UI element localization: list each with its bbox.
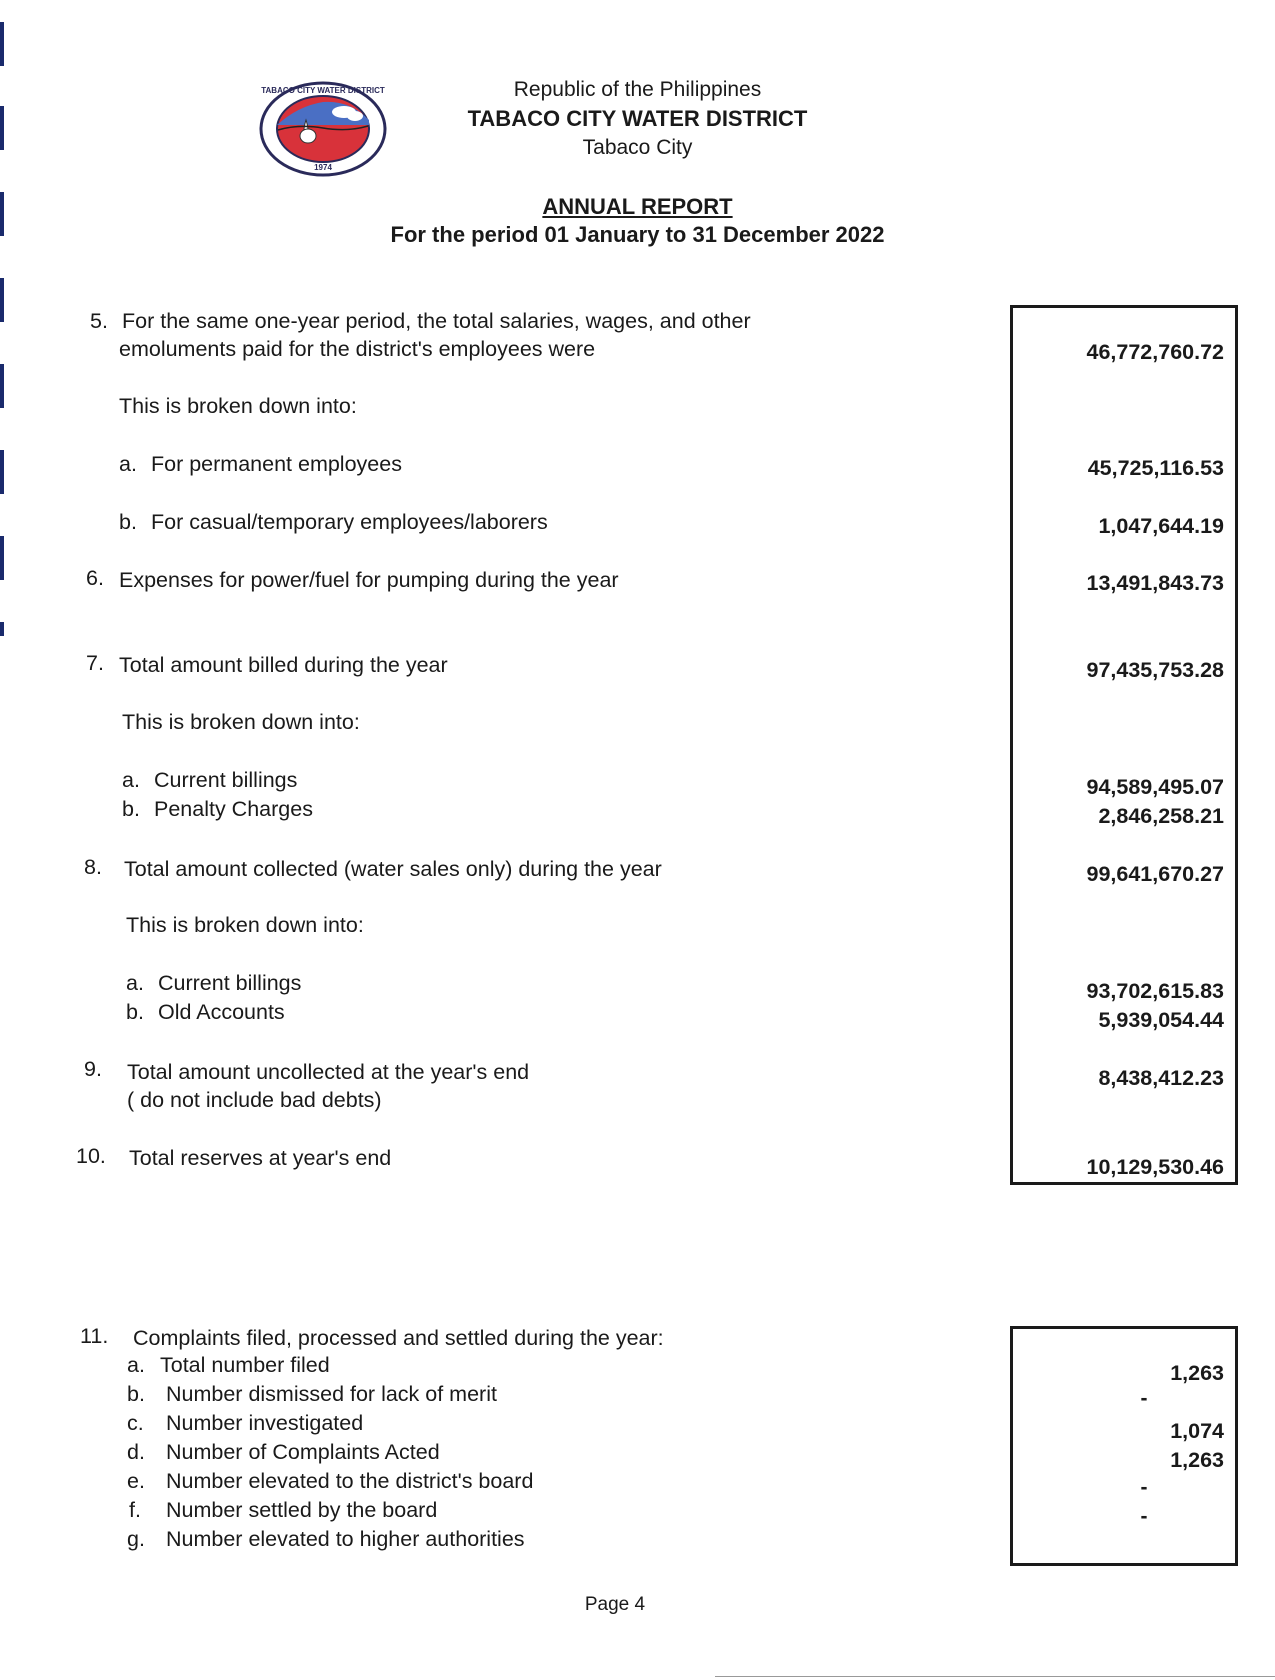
complaint-text: Total number filed xyxy=(160,1353,330,1377)
values-box xyxy=(1010,305,1238,1185)
complaint-label: e. xyxy=(127,1469,145,1493)
binding-mark xyxy=(0,278,4,322)
item-value: 10,129,530.46 xyxy=(1086,1155,1224,1179)
subitem-text: For casual/temporary employees/laborers xyxy=(151,510,548,534)
footer-rule xyxy=(715,1676,1275,1677)
item-text: For the same one-year period, the total salaries, wages, and other xyxy=(122,309,751,333)
complaint-value: 1,263 xyxy=(1170,1361,1224,1385)
svg-text:1974: 1974 xyxy=(314,163,332,172)
complaint-value: - xyxy=(1140,1387,1148,1410)
subitem-value: 45,725,116.53 xyxy=(1087,456,1224,480)
subitem-text: Current billings xyxy=(158,971,302,995)
complaint-text: Number elevated to higher authorities xyxy=(166,1527,525,1551)
item-number: 7. xyxy=(86,651,104,675)
item-text: ( do not include bad debts) xyxy=(127,1088,382,1112)
complaint-value: 1,074 xyxy=(1170,1419,1224,1443)
republic-line: Republic of the Philippines xyxy=(513,78,762,101)
item-text: Expenses for power/fuel for pumping during the year xyxy=(119,568,619,592)
subitem-label: b. xyxy=(122,797,140,821)
subitem-text: Old Accounts xyxy=(158,1000,285,1024)
city-name: Tabaco City xyxy=(582,136,693,159)
complaint-label: a. xyxy=(127,1353,145,1377)
subitem-value: 93,702,615.83 xyxy=(1086,979,1224,1003)
item-text: Total amount billed during the year xyxy=(119,653,448,677)
complaint-value: - xyxy=(1140,1476,1148,1499)
item-number: 5. xyxy=(90,309,108,333)
subitem-label: b. xyxy=(126,1000,144,1024)
complaint-label: f. xyxy=(129,1498,141,1522)
breakdown-label: This is broken down into: xyxy=(119,394,357,418)
subitem-label: a. xyxy=(119,452,137,476)
item-value: 99,641,670.27 xyxy=(1086,862,1224,886)
item-number: 6. xyxy=(86,566,104,590)
subitem-value: 94,589,495.07 xyxy=(1086,775,1224,799)
subitem-label: a. xyxy=(126,971,144,995)
item-text: Complaints filed, processed and settled during the year: xyxy=(133,1326,664,1350)
complaint-value: - xyxy=(1140,1505,1148,1528)
subitem-text: Current billings xyxy=(154,768,298,792)
report-title: ANNUAL REPORT xyxy=(542,194,733,219)
item-text: Total amount collected (water sales only) during the year xyxy=(124,857,662,881)
item-value: 97,435,753.28 xyxy=(1086,658,1224,682)
item-number: 9. xyxy=(84,1057,102,1081)
subitem-label: b. xyxy=(119,510,137,534)
item-text: Total reserves at year's end xyxy=(129,1146,392,1170)
breakdown-label: This is broken down into: xyxy=(122,710,360,734)
complaint-label: g. xyxy=(127,1527,145,1551)
complaint-text: Number of Complaints Acted xyxy=(166,1440,440,1464)
item-number: 8. xyxy=(84,855,102,879)
item-number: 11. xyxy=(80,1324,109,1348)
binding-mark xyxy=(0,364,4,408)
complaint-label: c. xyxy=(127,1411,144,1435)
complaint-text: Number elevated to the district's board xyxy=(166,1469,534,1493)
subitem-value: 1,047,644.19 xyxy=(1098,514,1224,538)
complaint-text: Number dismissed for lack of merit xyxy=(166,1382,497,1406)
complaint-label: d. xyxy=(127,1440,145,1464)
report-period: For the period 01 January to 31 December 2022 xyxy=(390,222,885,247)
svg-text:TABACO CITY WATER DISTRICT: TABACO CITY WATER DISTRICT xyxy=(261,86,385,95)
binding-mark xyxy=(0,22,4,66)
item-text: Total amount uncollected at the year's end xyxy=(127,1060,530,1084)
binding-mark xyxy=(0,622,4,636)
binding-mark xyxy=(0,536,4,580)
subitem-value: 5,939,054.44 xyxy=(1098,1008,1224,1032)
subitem-text: Penalty Charges xyxy=(154,797,313,821)
item-value: 8,438,412.23 xyxy=(1098,1066,1224,1090)
district-name: TABACO CITY WATER DISTRICT xyxy=(467,106,808,131)
item-text: emoluments paid for the district's employees were xyxy=(119,337,596,361)
breakdown-label: This is broken down into: xyxy=(126,913,364,937)
subitem-label: a. xyxy=(122,768,140,792)
complaint-text: Number settled by the board xyxy=(166,1498,438,1522)
binding-mark xyxy=(0,450,4,494)
complaint-value: 1,263 xyxy=(1170,1448,1224,1472)
item-value: 13,491,843.73 xyxy=(1086,571,1224,595)
complaint-text: Number investigated xyxy=(166,1411,364,1435)
subitem-value: 2,846,258.21 xyxy=(1098,804,1224,828)
subitem-text: For permanent employees xyxy=(151,452,402,476)
item-number: 10. xyxy=(76,1144,106,1168)
item-value: 46,772,760.72 xyxy=(1086,340,1224,364)
complaint-label: b. xyxy=(127,1382,145,1406)
page-number: Page 4 xyxy=(584,1594,646,1615)
